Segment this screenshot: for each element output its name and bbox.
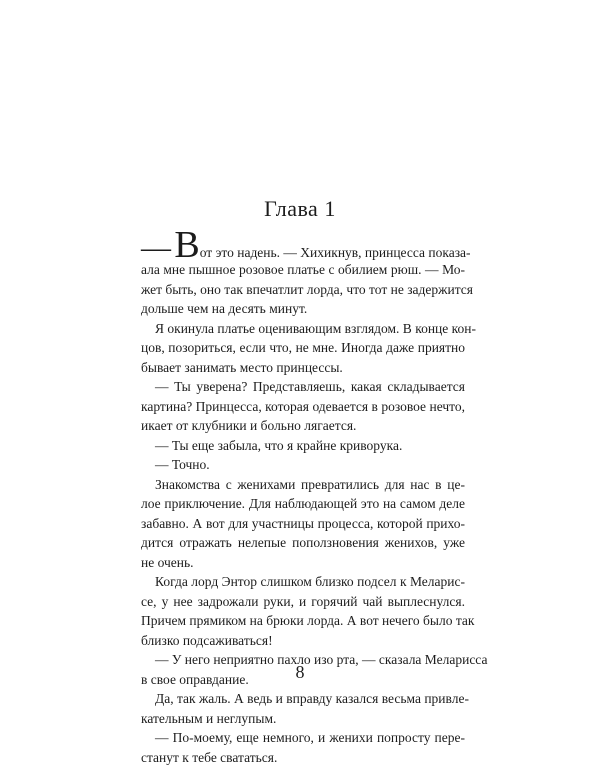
text-line: — По-моему, еще немного, и женихи попросту пере- [141, 728, 465, 748]
text-line: лое приключение. Для наблюдающей это на самом деле [141, 494, 465, 514]
text-line: дится отражать нелепые поползновения женихов, уже [141, 533, 465, 553]
text-line: ала мне пышное розовое платье с обилием рюш. — Мо- [141, 260, 465, 280]
text-line: Причем прямиком на брюки лорда. А вот нечего было так [141, 611, 465, 631]
paragraph-lines [141, 260, 465, 767]
page-number: 8 [0, 662, 600, 683]
text-line: дольше чем на десять минут. [141, 299, 465, 319]
text-line: се, у нее задрожали руки, и горячий чай выплеснулся. [141, 592, 465, 612]
text-line: близко подсаживаться! [141, 631, 465, 651]
opening-dash: — [141, 231, 171, 264]
text-line: икает от клубники и больно лягается. [141, 416, 465, 436]
text-line: станут к тебе свататься. [141, 748, 465, 767]
text-line: не очень. [141, 553, 465, 573]
text-line: — Ты еще забыла, что я крайне криворука. [141, 436, 465, 456]
text-line: цов, позориться, если что, не мне. Иногда даже приятно [141, 338, 465, 358]
drop-cap: В [174, 224, 199, 266]
chapter-title: Глава 1 [0, 196, 600, 222]
first-line-text: от это надень. — Хихикнув, принцесса показа- [200, 245, 471, 260]
text-line: жет быть, оно так впечатлит лорда, что тот не задержится [141, 280, 465, 300]
text-line: Я окинула платье оценивающим взглядом. В конце кон- [141, 319, 465, 339]
text-line: бывает занимать место принцессы. [141, 358, 465, 378]
text-line: Когда лорд Энтор слишком близко подсел к Меларис- [141, 572, 465, 592]
text-line: в свое оправдание. [141, 670, 465, 690]
text-line: Да, так жаль. А ведь и вправду казался весьма привле- [141, 689, 465, 709]
body-text [141, 230, 465, 767]
text-line: — У него неприятно пахло изо рта, — сказала Меларисса [141, 650, 465, 670]
text-line: картина? Принцесса, которая одевается в розовое нечто, [141, 397, 465, 417]
text-line: — Точно. [141, 455, 465, 475]
text-line: Знакомства с женихами превратились для нас в це- [141, 475, 465, 495]
text-line: — Ты уверена? Представляешь, какая складывается [141, 377, 465, 397]
first-line [141, 230, 465, 260]
text-line: кательным и неглупым. [141, 709, 465, 729]
text-line: забавно. А вот для участницы процесса, которой прихо- [141, 514, 465, 534]
